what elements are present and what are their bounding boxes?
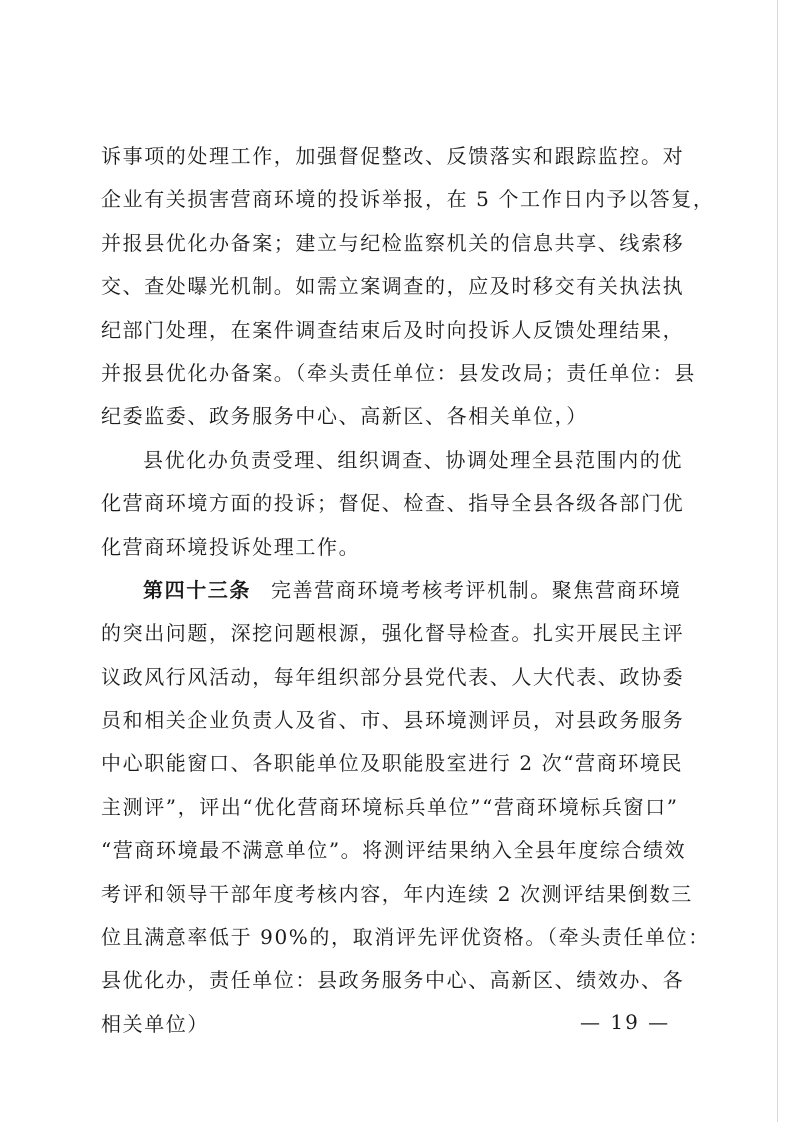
text-line: 纪委监委、政务服务中心、高新区、各相关单位，） xyxy=(101,404,588,429)
text-line: 主测评”，评出“优化营商环境标兵单位”“营商环境标兵窗口” xyxy=(101,794,679,819)
text-line: “营商环境最不满意单位”。将测评结果纳入全县年度综合绩效 xyxy=(101,838,687,863)
text-line: 化营商环境投诉处理工作。 xyxy=(101,534,361,559)
text-line: 考评和领导干部年度考核内容，年内连续 2 次测评结果倒数三 xyxy=(101,881,693,906)
scan-edge-line xyxy=(777,0,778,1122)
document-body xyxy=(101,135,715,1046)
text-line: 相关单位） xyxy=(101,1011,209,1036)
article-first-line xyxy=(101,569,682,612)
article-text: 完善营商环境考核考评机制。聚焦营商环境 xyxy=(271,577,682,602)
text-line: 中心职能窗口、各职能单位及职能股室进行 2 次“营商环境民 xyxy=(101,751,684,776)
text-line: 员和相关企业负责人及省、市、县环境测评员，对县政务服务 xyxy=(101,708,685,733)
article-heading: 第四十三条 xyxy=(143,577,251,602)
text-line: 县优化办，责任单位：县政务服务中心、高新区、绩效办、各 xyxy=(101,968,685,993)
text-line: 交、查处曝光机制。如需立案调查的，应及时移交有关执法执 xyxy=(101,274,685,299)
text-line: 位且满意率低于 90%的，取消评先评优资格。（牵头责任单位： xyxy=(101,925,710,950)
text-line: 议政风行风活动，每年组织部分县党代表、人大代表、政协委 xyxy=(101,664,685,689)
text-line: 诉事项的处理工作，加强督促整改、反馈落实和跟踪监控。对 xyxy=(101,144,685,168)
text-line: 化营商环境方面的投诉；督促、检查、指导全县各级各部门优 xyxy=(101,491,685,516)
text-line: 企业有关损害营商环境的投诉举报，在 5 个工作日内予以答复， xyxy=(101,187,715,212)
text-line: 并报县优化办备案；建立与纪检监察机关的信息共享、线索移 xyxy=(101,230,685,255)
text-line: 纪部门处理，在案件调查结束后及时向投诉人反馈处理结果， xyxy=(101,317,685,342)
paragraph-first-line: 县优化办负责受理、组织调查、协调处理全县范围内的优 xyxy=(143,447,683,472)
text-line: 并报县优化办备案。（牵头责任单位：县发改局；责任单位：县 xyxy=(101,360,696,385)
text-line: 的突出问题，深挖问题根源，强化督导检查。扎实开展民主评 xyxy=(101,621,685,646)
page-number: — 19 — xyxy=(580,1010,671,1034)
